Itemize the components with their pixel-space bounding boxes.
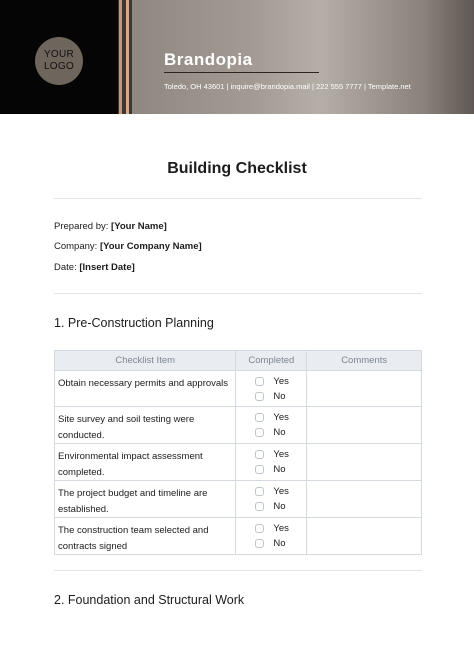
comments-cell[interactable] [307,371,422,407]
table-row [55,371,422,407]
checkbox-yes[interactable] [255,487,264,496]
option-no[interactable] [255,499,306,514]
option-no[interactable] [255,462,306,477]
checklist-item: Site survey and soil testing were conducted. [55,407,236,444]
logo-text-line2: LOGO [43,61,75,72]
checkbox-no[interactable] [255,428,264,437]
brand-name: Brandopia [164,50,253,69]
logo-text-line1: YOUR [43,49,75,60]
checkbox-no[interactable] [255,539,264,548]
table-row [55,481,422,518]
accent-stripes [118,0,132,114]
section-heading-1: 1. Pre-Construction Planning [54,316,214,330]
no-label: No [273,391,286,402]
divider [54,293,422,294]
accent-stripe [126,0,129,114]
divider [54,198,422,199]
company-label: Company: [54,241,98,252]
logo [35,37,83,85]
brand-panel [132,0,474,114]
option-no[interactable] [255,389,306,404]
yes-label: Yes [273,376,289,387]
checkbox-no[interactable] [255,502,264,511]
date [54,262,135,273]
table-row [55,407,422,444]
option-yes[interactable] [255,374,306,389]
column-header-item: Checklist Item [55,351,236,371]
comments-cell[interactable] [307,481,422,518]
column-header-completed: Completed [236,351,307,371]
checkbox-no[interactable] [255,392,264,401]
option-yes[interactable] [255,521,306,536]
checklist-item: Environmental impact assessment completed. [55,444,236,481]
checkbox-yes[interactable] [255,450,264,459]
brand-underline [164,72,319,73]
comments-cell[interactable] [307,518,422,555]
option-yes[interactable] [255,484,306,499]
no-label: No [273,538,286,549]
option-yes[interactable] [255,410,306,425]
yes-label: Yes [273,449,289,460]
checklist-table [54,350,422,555]
option-no[interactable] [255,536,306,551]
column-header-comments: Comments [307,351,422,371]
checklist-item: The construction team selected and contracts signed [55,518,236,555]
prepared-by [54,221,167,232]
divider [54,570,422,571]
yes-label: Yes [273,523,289,534]
company [54,241,202,252]
yes-label: Yes [273,412,289,423]
contact-info: Toledo, OH 43601 | inquire@brandopia.mail | 222 555 7777 | Template.net [164,82,411,91]
prepared-by-label: Prepared by: [54,221,109,232]
section-heading-2: 2. Foundation and Structural Work [54,593,245,607]
checkbox-yes[interactable] [255,413,264,422]
table-row [55,444,422,481]
date-value: [Insert Date] [79,262,135,273]
completed-cell [236,444,307,481]
checklist-item: Obtain necessary permits and approvals [55,371,236,407]
option-no[interactable] [255,425,306,440]
completed-cell [236,371,307,407]
letterhead [0,0,474,114]
document-title: Building Checklist [167,160,307,177]
table-row [55,518,422,555]
completed-cell [236,407,307,444]
no-label: No [273,427,286,438]
checkbox-no[interactable] [255,465,264,474]
completed-cell [236,518,307,555]
no-label: No [273,464,286,475]
date-label: Date: [54,262,77,273]
checklist-item: The project budget and timeline are established. [55,481,236,518]
completed-cell [236,481,307,518]
comments-cell[interactable] [307,444,422,481]
comments-cell[interactable] [307,407,422,444]
table-header-row [55,351,422,371]
company-value: [Your Company Name] [99,241,202,252]
checkbox-yes[interactable] [255,377,264,386]
accent-stripe [119,0,122,114]
option-yes[interactable] [255,447,306,462]
prepared-by-value: [Your Name] [111,221,167,232]
yes-label: Yes [273,486,289,497]
checkbox-yes[interactable] [255,524,264,533]
no-label: No [273,501,286,512]
logo-panel [0,0,118,114]
